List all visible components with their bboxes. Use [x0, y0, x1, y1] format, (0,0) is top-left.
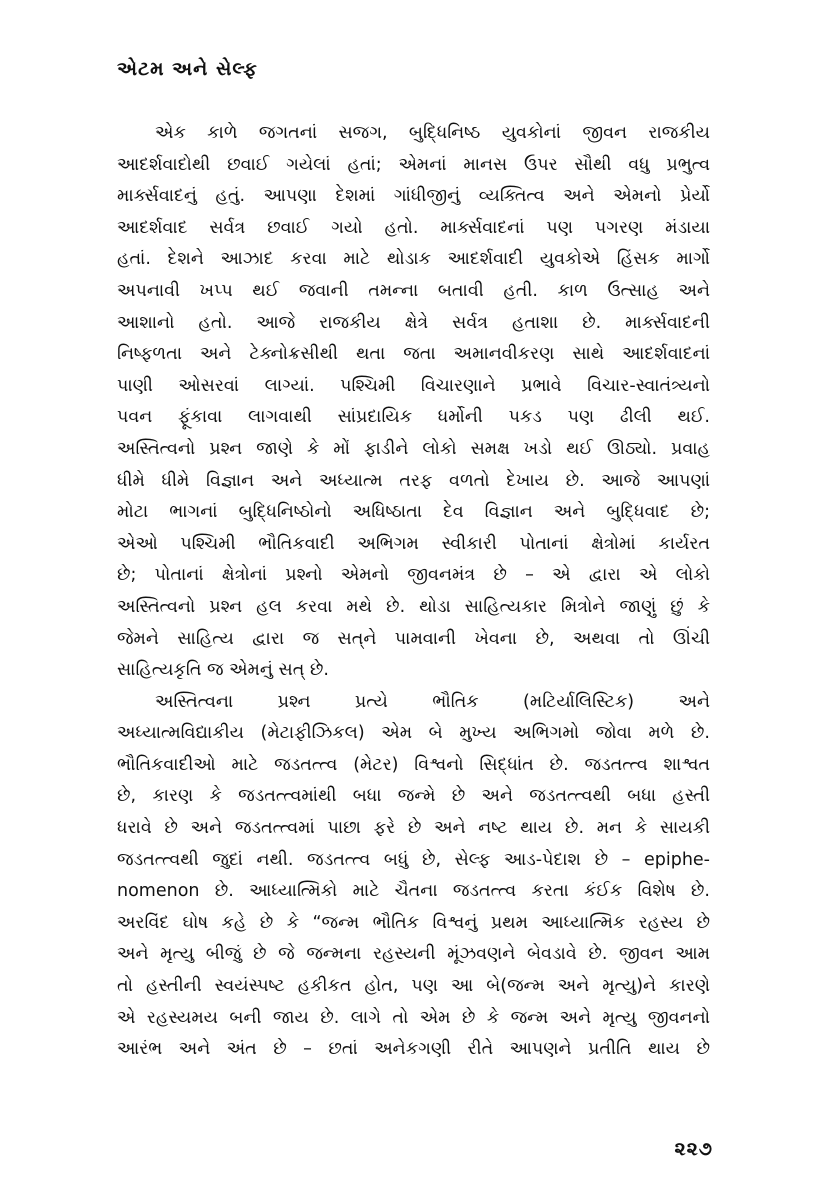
- text-line: અને મૃત્યુ બીજું છે જે જન્મના રહસ્યની મૂંઝવણને બેવડાવે છે. જીવન આમ: [117, 944, 710, 965]
- text-line: હતાં. દેશને આઝાદ કરવા માટે થોડાક આદર્શવાદી યુવકોએ હિંસક માર્ગો: [117, 249, 710, 270]
- text-line: અપનાવી ખપ્પ થઈ જવાની તમન્ના બતાવી હતી. કાળ ઉત્સાહ અને: [117, 280, 710, 301]
- text-line: અરવિંદ ઘોષ કહે છે કે “જન્મ ભૌતિક વિશ્વનું પ્રથમ આધ્યાત્મિક રહસ્ય છે: [117, 912, 710, 933]
- text-line: એક કાળે જગતનાં સજગ, બુદ્ધિનિષ્ઠ યુવકોનાં જીવન રાજકીય: [155, 123, 710, 143]
- text-line: છે, કારણ કે જડતત્ત્વમાંથી બધા જન્મે છે અને જડતત્ત્વથી બધા હસ્તી: [117, 786, 710, 807]
- body-text: [117, 118, 710, 1066]
- text-line: nomenon છે. આધ્યાત્મિકો માટે ચૈતના જડતત્ત્વ કરતા કંઈક વિશેષ છે.: [117, 881, 710, 902]
- text-line: પવન ફૂંકાવા લાગવાથી સાંપ્રદાયિક ધર્મોની પકડ પણ ઢીલી થઈ.: [117, 407, 710, 428]
- text-line: તો હસ્તીની સ્વયંસ્પષ્ટ હકીકત હોત, પણ આ બે(જન્મ અને મૃત્યુ)ને કારણે: [117, 976, 710, 997]
- text-line: નિષ્ફળતા અને ટેક્નોક્રસીથી થતા જતા અમાનવીકરણ સાથે આદર્શવાદનાં: [117, 344, 710, 365]
- text-line: આશાનો હતો. આજે રાજકીય ક્ષેત્રે સર્વત્ર હતાશા છે. માર્ક્સવાદની: [117, 312, 710, 333]
- text-line: જેમને સાહિત્ય દ્વારા જ સત્‌ને પામવાની ખેવના છે, અથવા તો ઊંચી: [117, 628, 710, 649]
- text-line: ધીમે ધીમે વિજ્ઞાન અને અધ્યાત્મ તરફ વળતો દેખાય છે. આજે આપણાં: [117, 470, 710, 491]
- text-line: ભૌતિકવાદીઓ માટે જડતત્ત્વ (મેટર) વિશ્વનો સિદ્ધાંત છે. જડતત્ત્વ શાશ્વત: [117, 754, 710, 775]
- text-line: આદર્શવાદ સર્વત્ર છવાઈ ગયો હતો. માર્ક્સવાદનાં પણ પગરણ મંડાયા: [117, 217, 710, 238]
- paragraph-1: [117, 118, 710, 687]
- text-line: આરંભ અને અંત છે – છતાં અનેકગણી રીતે આપણને પ્રતીતિ થાય છે: [117, 1039, 710, 1060]
- text-line: મોટા ભાગનાં બુદ્ધિનિષ્ઠોનો અધિષ્ઠાતા દેવ વિજ્ઞાન અને બુદ્ધિવાદ છે;: [117, 502, 710, 523]
- text-line: પાણી ઓસરવાં લાગ્યાં. પશ્ચિમી વિચારણાને પ્રભાવે વિચાર-સ્વાતંત્ર્યનો: [117, 375, 710, 396]
- text-line: એ રહસ્યમય બની જાય છે. લાગે તો એમ છે કે જન્મ અને મૃત્યુ જીવનનો: [117, 1007, 710, 1028]
- page-number: ૨૨૭: [674, 1138, 713, 1160]
- text-line: અસ્તિત્વનો પ્રશ્ન હલ કરવા મથે છે. થોડા સાહિત્યકાર મિત્રોને જાણું છું કે: [117, 596, 710, 617]
- text-line: એઓ પશ્ચિમી ભૌતિકવાદી અભિગમ સ્વીકારી પોતાનાં ક્ષેત્રોમાં કાર્યરત: [117, 533, 710, 554]
- text-line: અધ્યાત્મવિદ્યાકીય (મેટાફીઝિકલ) એમ બે મુખ્ય અભિગમો જોવા મળે છે.: [117, 723, 710, 744]
- text-line: સાહિત્યકૃતિ જ એમનું સત્‌ છે.: [117, 660, 329, 681]
- text-line: છે; પોતાનાં ક્ષેત્રોનાં પ્રશ્નો એમનો જીવનમંત્ર છે – એ દ્વારા એ લોકો: [117, 565, 710, 586]
- text-line: અસ્તિત્વના પ્રશ્ન પ્રત્યે ભૌતિક (મટિર્યાલિસ્ટિક) અને: [155, 691, 710, 712]
- text-line: જડતત્ત્વથી જુદાં નથી. જડતત્ત્વ બધું છે, સેલ્ફ આડ-પેદાશ છે – epiphe-: [117, 849, 710, 870]
- text-line: માર્ક્સવાદનું હતું. આપણા દેશમાં ગાંધીજીનું વ્યક્તિત્વ અને એમનો પ્રેર્યો: [117, 186, 710, 207]
- text-line: ધરાવે છે અને જડતત્ત્વમાં પાછા ફરે છે અને નષ્ટ થાય છે. મન કે સાયકી: [117, 818, 710, 839]
- running-head: એટમ અને સેલ્ફ: [117, 58, 258, 80]
- paragraph-2: [117, 687, 710, 1066]
- text-line: અસ્તિત્વનો પ્રશ્ન જાણે કે મોં ફાડીને લોકો સમક્ષ ખડો થઈ ઊઠ્યો. પ્રવાહ: [117, 438, 710, 459]
- text-line: આદર્શવાદોથી છવાઈ ગયેલાં હતાં; એમનાં માનસ ઉપર સૌથી વધુ પ્રભુત્વ: [117, 154, 710, 175]
